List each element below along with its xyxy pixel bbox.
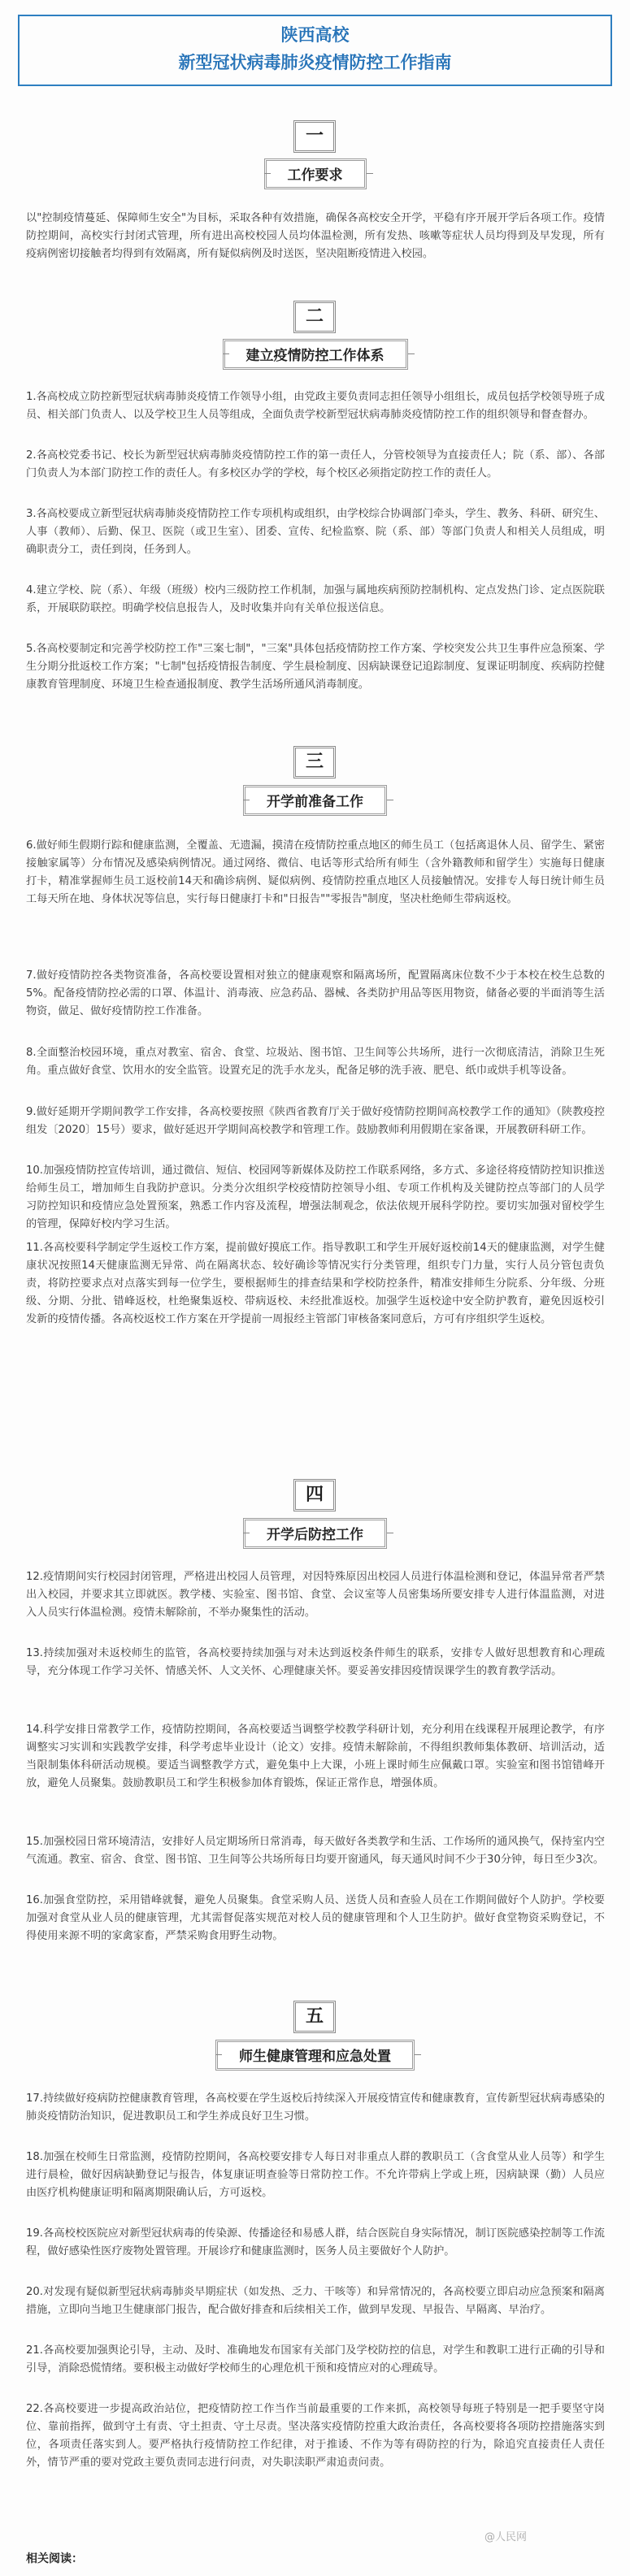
title-banner [18, 15, 612, 86]
paragraph: 1.各高校成立防控新型冠状病毒肺炎疫情工作领导小组，由党政主要负责同志担任领导小组组长，成员包括学校领导班子成员、相关部门负责人、以及学校卫生人员等组成，全面负责学校新型冠状病毒肺炎疫情防控工作的组织领导和督查督办。 [26, 391, 605, 421]
section-title-3 [0, 785, 630, 819]
paragraph: 19.各高校校医院应对新型冠状病毒的传染源、传播途径和易感人群，结合医院自身实际情况，制订医院感染控制等工作流程，做好感染性医疗废物处置管理。开展诊疗和健康监测时，医务人员主要做好个人防护。 [26, 2227, 605, 2257]
paragraph: 21.各高校要加强舆论引导，主动、及时、准确地发布国家有关部门及学校防控的信息，对学生和教职工进行正确的引导和引导，消除恐慌情绪。要积极主动做好学校师生的心理危机干预和疫情应对的心理疏导。 [26, 2344, 605, 2374]
paragraph: 2.各高校党委书记、校长为新型冠状病毒肺炎疫情防控工作的第一责任人，分管校领导为直接责任人；院（系、部）、各部门负责人为本部门防控工作的责任人。有多校区办学的学校，每个校区必须指定防控工作的责任人。 [26, 449, 605, 479]
paragraph: 22.各高校要进一步提高政治站位，把疫情防控工作当作当前最重要的工作来抓，高校领导每班子特别是一把手要坚守岗位、靠前指挥，做到守土有责、守土担责、守土尽责。坚决落实疫情防控重大政治责任，各高校要将各项防控措施落实到位，各项责任落实到人。要严格执行疫情防控工作纪律，对于推诿、不作为等有碍防控的行为，除追究直接责任人责任外，情节严重的要对党政主要负责同志进行问责，对失职渎职严肃追责问责。 [26, 2403, 605, 2469]
paragraph: 20.对发现有疑似新型冠状病毒肺炎早期症状（如发热、乏力、干咳等）和异常情况的，各高校要立即启动应急预案和隔离措施，立即向当地卫生健康部门报告，配合做好排查和后续相关工作，做到早发现、早报告、早隔离、早治疗。 [26, 2286, 605, 2316]
paragraph: 13.持续加强对未返校师生的监管，各高校要持续加强与对未达到返校条件师生的联系，安排专人做好思想教育和心理疏导，充分体现工作学习关怀、情感关怀、人文关怀、心理健康关怀。要妥善安排因疫情误课学生的教育教学活动。 [26, 1647, 605, 1677]
paragraph: 11.各高校要科学制定学生返校工作方案，提前做好摸底工作。指导教职工和学生开展好返校前14天的健康监测，对学生健康状况按照14天健康监测无异常、尚在隔离状态、较好确诊等情况实行分类管理，组织专门力量，实行人员分管包责负责，将防控要求点对点落实到每一位学生，要根据师生的排查结果和学校防控条件，精准安排师生分院系、分年级、分班级、分期、分批、错峰返校，杜绝聚集返校、带病返校、未经批准返校。加强学生返校途中安全防护教育，避免因返校引发新的疫情传播。各高校返校工作方案在开学提前一周报经主管部门审核备案同意后，方可有序组织学生返校。 [26, 1242, 605, 1325]
section-number-5: 五 [293, 2001, 336, 2033]
section-heading: 师生健康管理和应急处置 [215, 2040, 415, 2071]
paragraph: 16.加强食堂防控，采用错峰就餐，避免人员聚集。食堂采购人员、送货人员和查验人员在工作期间做好个人防护。学校要加强对食堂从业人员的健康管理，尤其需督促落实规范对校人员的健康管理和个人卫生防护。做好食堂物资采购登记，不得使用来源不明的家禽家畜，严禁采购食用野生动物。 [26, 1894, 605, 1942]
paragraph: 4.建立学校、院（系）、年级（班级）校内三级防控工作机制，加强与属地疾病预防控制机构、定点发热门诊、定点医院联系，开展联防联控。明确学校信息报告人，及时收集并向有关单位报送信息。 [26, 584, 605, 614]
section-title-5 [0, 2040, 630, 2074]
paragraph: 12.疫情期间实行校园封闭管理，严格进出校园人员管理，对因特殊原因出校园人员进行体温检测和登记，体温异常者严禁出入校园，并要求其立即就医。教学楼、实验室、图书馆、食堂、会议室等人员密集场所要安排专人进行体温监测，对进入人员实行体温检测。疫情未解除前，不举办聚集性的活动。 [26, 1571, 605, 1619]
related-reading-label: 相关阅读： [26, 2552, 83, 2565]
page-subtitle: 新型冠状病毒肺炎疫情防控工作指南 [178, 53, 452, 72]
paragraph: 8.全面整治校园环境，重点对教室、宿舍、食堂、垃圾站、图书馆、卫生间等公共场所，进行一次彻底清洁，消除卫生死角。重点做好食堂、饮用水的安全监管。设置充足的洗手水龙头，配备足够的洗手液、肥皂、纸巾或烘手机等设备。 [26, 1047, 605, 1077]
section-title-4 [0, 1518, 630, 1552]
section-number-2: 二 [293, 301, 336, 333]
section-heading: 工作要求 [264, 158, 367, 189]
section-number-4: 四 [293, 1479, 336, 1511]
section-title-2 [0, 339, 630, 373]
page-title: 陕西高校 [280, 25, 350, 45]
section-heading: 开学后防控工作 [243, 1518, 387, 1549]
paragraph: 6.做好师生假期行踪和健康监测，全覆盖、无遗漏，摸清在疫情防控重点地区的师生员工（包括离退休人员、留学生、紧密接触家属等）分布情况及感染病例情况。通过网络、微信、电话等形式给所有师生（含外籍教师和留学生）实施每日健康打卡，精准掌握师生员工返校前14天和确诊病例、疑似病例、疫情防控重点地区人员接触情况。安排专人每日统计师生员工每天所在地、身体状况等信息，实行每日健康打卡和"日报告""零报告"制度，坚决杜绝师生带病返校。 [26, 839, 605, 905]
source-watermark: @人民网 [484, 2531, 528, 2543]
paragraph: 9.做好延期开学期间教学工作安排，各高校要按照《陕西省教育厅关于做好疫情防控期间高校教学工作的通知》（陕教疫控组发〔2020〕15号）要求，做好延迟开学期间高校教学和管理工作。鼓励教师利用假期在家备课，开展教研科研工作。 [26, 1106, 605, 1136]
paragraph: 7.做好疫情防控各类物资准备，各高校要设置相对独立的健康观察和隔离场所，配置隔离床位数不少于本校在校生总数的5%。配备疫情防控必需的口罩、体温计、消毒液、应急药品、器械、各类防护用品等医用物资，储备必要的半面消等生活物资，做足、做好疫情防控工作准备。 [26, 969, 605, 1017]
section-number-1: 一 [293, 120, 336, 153]
paragraph: 5.各高校要制定和完善学校防控工作"三案七制"，"三案"具体包括疫情防控工作方案、学校突发公共卫生事件应急预案、学生分期分批返校工作方案；"七制"包括疫情报告制度、学生晨检制度、因病缺课登记追踪制度、复课证明制度、疾病防控健康教育管理制度、环境卫生检查通报制度、教学生活场所通风消毒制度。 [26, 643, 605, 691]
paragraph: 14.科学安排日常教学工作，疫情防控期间，各高校要适当调整学校教学科研计划，充分利用在线课程开展理论教学，有序调整实习实训和实践教学安排，科学考虑毕业设计（论文）安排。疫情未解除前，不得组织教师集体教研、培训活动，适当限制集体科研活动规模。要适当调整教学方式，避免集中上大课，小班上课时师生应佩戴口罩。实验室和图书馆错峰开放，避免人员聚集。鼓励教职员工和学生积极参加体育锻炼，保证正常作息，增强体质。 [26, 1724, 605, 1789]
section-heading: 建立疫情防控工作体系 [223, 339, 408, 370]
paragraph: 3.各高校要成立新型冠状病毒肺炎疫情防控工作专项机构或组织，由学校综合协调部门牵头，学生、教务、科研、研究生、人事（教师）、后勤、保卫、医院（或卫生室）、团委、宣传、纪检监察、院（系、部）等部门负责人和相关人员组成，明确职责分工，责任到岗，任务到人。 [26, 508, 605, 556]
section-heading: 开学前准备工作 [243, 785, 387, 816]
paragraph: 15.加强校园日常环境清洁，安排好人员定期场所日常消毒，每天做好各类教学和生活、工作场所的通风换气，保持室内空气流通。教室、宿舍、食堂、图书馆、卫生间等公共场所每日均要开窗通风，每天通风时间不少于30分钟，每日至少3次。 [26, 1836, 605, 1866]
section-title-1 [0, 158, 630, 193]
paragraph: 17.持续做好疫病防控健康教育管理，各高校要在学生返校后持续深入开展疫情宣传和健康教育，宣传新型冠状病毒感染的肺炎疫情防治知识，促进教职员工和学生养成良好卫生习惯。 [26, 2092, 605, 2123]
paragraph: 以"控制疫情蔓延、保障师生安全"为目标，采取各种有效措施，确保各高校安全开学，平稳有序开展开学后各项工作。疫情防控期间，高校实行封闭式管理，所有进出高校校园人员均体温检测，所有发热、咳嗽等症状人员均得到及早发现，所有疫病例密切接触者均得到有效隔离，所有疑似病例及时送医，坚决阻断疫情进入校园。 [26, 212, 605, 260]
section-number-3: 三 [293, 746, 336, 778]
paragraph: 10.加强疫情防控宣传培训，通过微信、短信、校园网等新媒体及防控工作联系网络，多方式、多途径将疫情防控知识推送给师生员工，增加师生自我防护意识。分类分次组织学校疫情防控领导小组、专项工作机构及关键防控点等部门的人员学习防控知识和疫情应急处置预案，熟悉工作内容及流程，增强法制观念，依法依规开展科学防控。要切实加强对留校学生的管理，保障好校内学习生活。 [26, 1164, 605, 1230]
paragraph: 18.加强在校师生日常监测，疫情防控期间，各高校要安排专人每日对非重点人群的教职员工（含食堂从业人员等）和学生进行晨检，做好因病缺勤登记与报告，体复康证明查验等日常防控工作。不允许带病上学或上班，因病缺课（勤）人员应由医疗机构健康证明和隔离期限确认后，方可返校。 [26, 2151, 605, 2199]
